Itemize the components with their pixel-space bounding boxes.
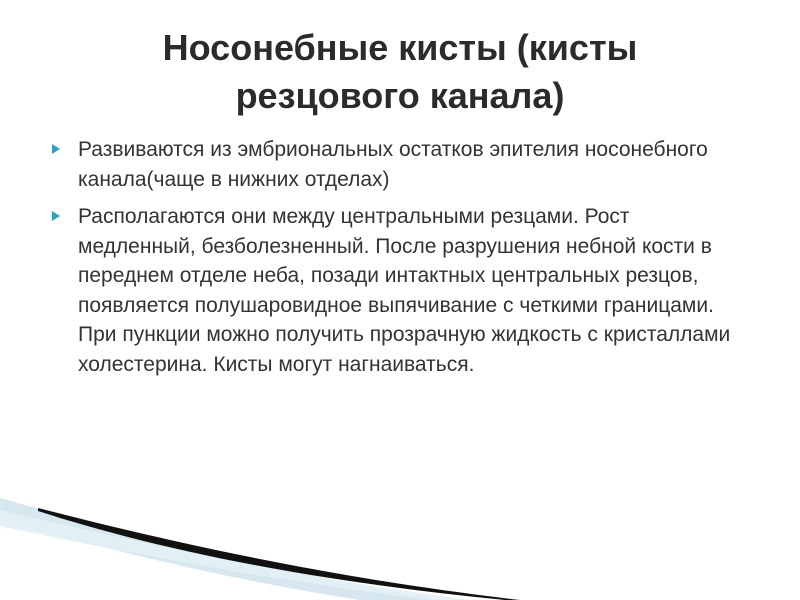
bullet-text: Развиваются из эмбриональных остатков эпителия носонебного канала(чаще в нижних отделах) <box>78 138 708 191</box>
swoosh-light-band <box>0 498 440 600</box>
slide-title: Носонебные кисты (кисты резцового канала) <box>162 27 638 116</box>
bullet-arrow-icon <box>52 211 60 221</box>
decorative-swoosh <box>0 480 800 600</box>
bullet-item <box>52 202 752 379</box>
bullet-text: Располагаются они между центральными резцами. Рост медленный, безболезненный. После разрушения небной кости в переднем отделе неба, позади интактных центральных резцов, появляется полушаровидное выпячивание с четкими границами. При пункции можно получить прозрачную жидкость с кристаллами холестерина. Кисты могут нагнаиваться. <box>78 205 731 376</box>
bullet-list <box>52 135 752 387</box>
bullet-item <box>52 135 752 194</box>
swoosh-dark-stroke <box>38 508 520 600</box>
bullet-arrow-icon <box>52 144 60 154</box>
